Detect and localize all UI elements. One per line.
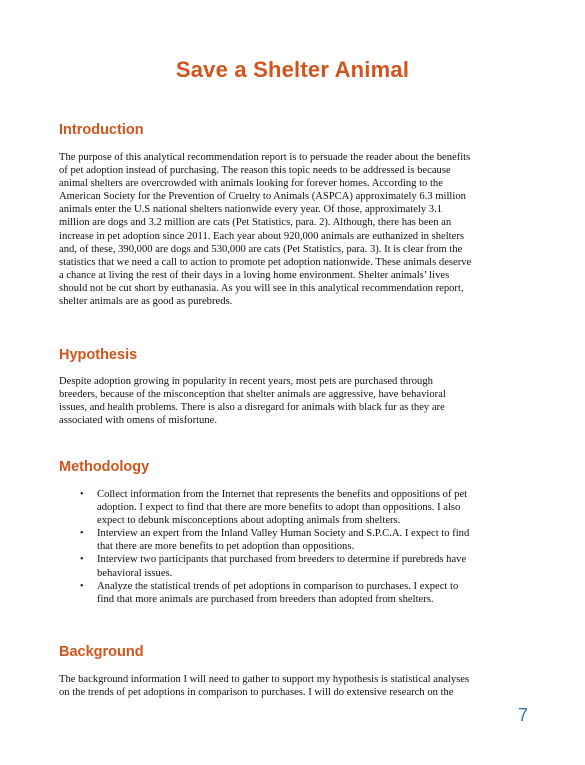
- text-line: expect to debunk misconceptions about adopting animals from shelters.: [97, 515, 401, 527]
- text-line: Analyze the statistical trends of pet adoptions in comparison to purchases. I expect to: [97, 580, 459, 592]
- page-number: 7: [517, 705, 528, 725]
- text-line: should not be cut short by euthanasia. As you will see in this analytical recommendation report,: [59, 282, 464, 294]
- page-title: Save a Shelter Animal: [175, 57, 410, 82]
- text-line: on the trends of pet adoptions in comparison to purchases. I will do extensive research on the: [59, 687, 454, 699]
- background-paragraph: [59, 673, 529, 699]
- text-line: shelter animals are as good as purebreds.: [59, 296, 233, 308]
- hypothesis-paragraph: [59, 375, 529, 427]
- background-heading: Background: [59, 644, 144, 660]
- bullet-icon: •: [80, 528, 84, 540]
- text-line: statistics that we need a call to action to promote pet adoption nationwide. These animals deserve: [59, 256, 472, 268]
- text-line: behavioral issues.: [97, 567, 173, 579]
- methodology-list: [80, 488, 530, 606]
- bullet-icon: •: [80, 554, 84, 566]
- text-line: issues, and health problems. There is also a disregard for animals with black fur as they are: [59, 402, 445, 414]
- text-line: million are dogs and 3.2 million are cats (Pet Statistics, para. 2). Although, there has been an: [59, 217, 452, 229]
- list-item: [80, 580, 530, 606]
- text-line: Collect information from the Internet that represents the benefits and oppositions of pet: [97, 489, 468, 500]
- text-line: Interview an expert from the Inland Valley Human Society and S.P.C.A. I expect to find: [97, 528, 470, 540]
- text-line: a chance at living the rest of their days in a loving home environment. Shelter animals’ lives: [59, 269, 450, 281]
- text-line: increase in pet adoption since 2011. Each year about 920,000 animals are euthanized in shelters: [59, 230, 464, 242]
- hypothesis-heading: Hypothesis: [59, 347, 138, 363]
- bullet-icon: •: [80, 580, 84, 592]
- text-line: Despite adoption growing in popularity in recent years, most pets are purchased through: [59, 376, 433, 387]
- text-line: and, of these, 390,000 are dogs and 530,000 are cats (Pet Statistics, para. 3). It is clear from the: [59, 243, 463, 255]
- list-item: [80, 527, 530, 553]
- text-line: animals enter the U.S national shelters nationwide every year. Of those, approximately 3.1: [59, 204, 443, 216]
- text-line: adoption. I expect to find that there are more benefits to adopt than oppositions. I also: [97, 502, 461, 514]
- list-item: [80, 488, 530, 527]
- text-line: associated with omens of misfortune.: [59, 415, 217, 427]
- text-line: breeders, because of the misconception that shelter animals are aggressive, have behavioral: [59, 389, 446, 401]
- text-line: animal shelters are overcrowded with animals looking for forever homes. According to the: [59, 178, 443, 190]
- text-line: that there are more benefits to pet adoption than oppositions.: [97, 541, 355, 553]
- text-line: of pet adoption instead of purchasing. The reason this topic needs to be addressed is because: [59, 165, 451, 177]
- bullet-icon: •: [80, 489, 84, 500]
- text-line: The purpose of this analytical recommendation report is to persuade the reader about the benefits: [59, 152, 471, 163]
- list-item: [80, 553, 530, 579]
- text-line: American Society for the Prevention of Cruelty to Animals (ASPCA) approximately 6.3 million: [59, 191, 466, 203]
- text-line: The background information I will need to gather to support my hypothesis is statistical analyses: [59, 674, 470, 685]
- text-line: Interview two participants that purchased from breeders to determine if purebreds have: [97, 554, 467, 566]
- methodology-heading: Methodology: [59, 459, 150, 475]
- introduction-heading: Introduction: [59, 122, 144, 138]
- introduction-paragraph: [59, 151, 529, 308]
- text-line: find that more animals are purchased from breeders than adopted from shelters.: [97, 593, 434, 605]
